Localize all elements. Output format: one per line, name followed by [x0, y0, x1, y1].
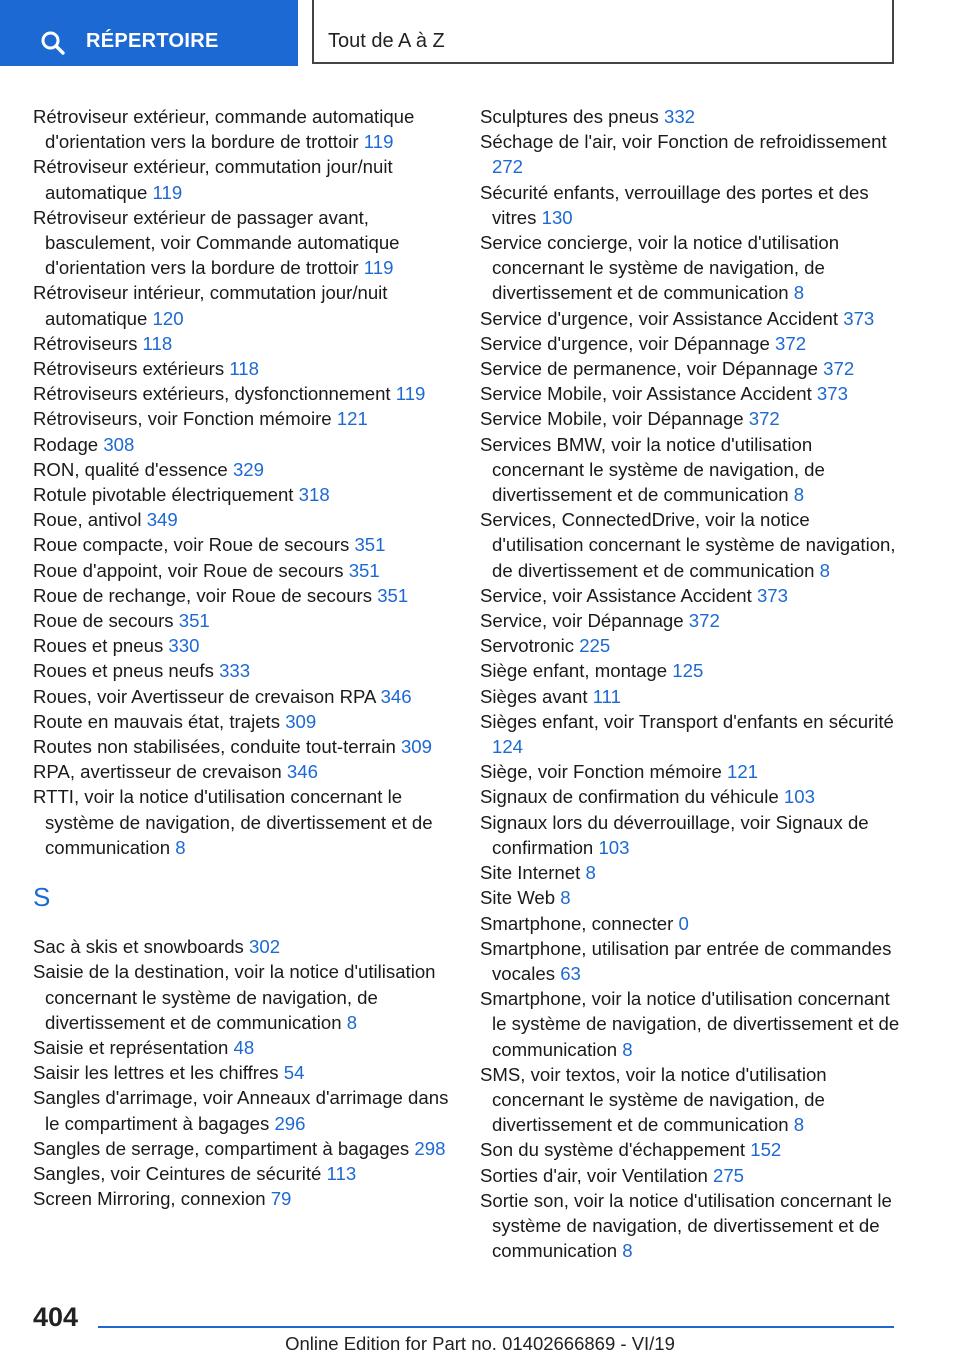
page-link[interactable]: 333 — [219, 660, 251, 682]
page-link[interactable]: 275 — [713, 1164, 745, 1186]
index-entry-text: Servotronic — [480, 635, 575, 657]
index-entry — [480, 911, 900, 936]
index-entry — [480, 658, 900, 683]
index-entry — [480, 936, 900, 986]
page-link[interactable]: 125 — [672, 660, 704, 682]
page-link[interactable]: 8 — [793, 484, 805, 506]
index-entry — [33, 1035, 453, 1060]
page-number: 404 — [33, 1302, 79, 1332]
page-link[interactable]: 119 — [363, 131, 394, 153]
index-entry-text: RTTI, voir la notice d'utilisation concernant le système de navigation, de divertissement et de communication — [33, 786, 433, 858]
page-link[interactable]: 103 — [598, 836, 630, 858]
page-link[interactable]: 351 — [377, 584, 409, 606]
index-entry-text: Signaux de confirmation du véhicule — [480, 786, 779, 808]
page-link[interactable]: 330 — [168, 635, 200, 657]
index-entry-text: Roue, antivol — [33, 509, 142, 531]
page-link[interactable]: 373 — [816, 383, 848, 405]
page-link[interactable]: 8 — [622, 1240, 633, 1262]
index-entry — [33, 507, 453, 532]
index-entry — [33, 633, 453, 658]
page-link[interactable]: 225 — [579, 635, 611, 657]
index-entry — [480, 608, 900, 633]
index-entry-text: Sangles d'arrimage, voir Anneaux d'arrimage dans le compartiment à bagages — [33, 1087, 449, 1134]
index-entry — [480, 381, 900, 406]
index-entry — [33, 934, 453, 959]
index-entry — [480, 885, 900, 910]
page-link[interactable]: 329 — [232, 458, 264, 480]
page-link[interactable]: 346 — [286, 761, 318, 783]
page-link[interactable]: 119 — [152, 181, 183, 203]
index-entry-text: Sculptures des pneus — [480, 106, 659, 127]
page-link[interactable]: 124 — [492, 736, 524, 758]
page-link[interactable]: 120 — [152, 307, 184, 329]
index-entry — [480, 104, 900, 129]
page-link[interactable]: 309 — [400, 736, 432, 758]
index-entry — [33, 104, 453, 154]
index-entry — [33, 381, 453, 406]
index-entry-text: Smartphone, utilisation par entrée de commandes vocales — [480, 937, 892, 984]
page-link[interactable]: 48 — [233, 1036, 255, 1058]
page-link[interactable]: 8 — [346, 1011, 358, 1033]
index-entry-text: Roues et pneus — [33, 635, 164, 657]
index-entry — [480, 1188, 900, 1264]
search-icon — [40, 30, 66, 56]
index-entry-text: Sièges avant — [480, 685, 588, 707]
index-entry — [33, 1085, 453, 1135]
page-link[interactable]: 373 — [843, 307, 875, 329]
index-entry — [480, 406, 900, 431]
page-link[interactable]: 118 — [142, 332, 173, 354]
index-entry — [480, 784, 900, 809]
index-entry-text: Roue d'appoint, voir Roue de secours — [33, 559, 344, 581]
page-link[interactable]: 8 — [622, 1038, 633, 1060]
page-link[interactable]: 54 — [283, 1062, 305, 1084]
index-entry-text: Site Internet — [480, 862, 581, 884]
page-link[interactable]: 351 — [354, 534, 386, 556]
page-link[interactable]: 8 — [819, 559, 830, 581]
page-link[interactable]: 346 — [380, 685, 412, 707]
index-entry-text: Screen Mirroring, connexion — [33, 1188, 266, 1210]
index-entry — [480, 1163, 900, 1188]
index-entry-text: Saisie et représentation — [33, 1036, 229, 1058]
index-entry — [480, 684, 900, 709]
index-entry — [480, 633, 900, 658]
index-entry — [33, 432, 453, 457]
index-entry-text: Sièges enfant, voir Transport d'enfants en sécurité — [480, 710, 894, 732]
index-entry-text: Service d'urgence, voir Dépannage — [480, 332, 770, 354]
index-entry-text: Signaux lors du déverrouillage, voir Signaux de confirmation — [480, 811, 869, 858]
section-letter: S — [33, 882, 51, 913]
index-entry — [33, 558, 453, 583]
tab-a-to-z-label: Tout de A à Z — [328, 30, 445, 52]
index-entry — [480, 507, 900, 583]
index-entry-text: Sangles, voir Ceintures de sécurité — [33, 1162, 322, 1184]
index-entry — [480, 432, 900, 508]
page-link[interactable]: 113 — [326, 1162, 357, 1184]
index-entry-text: Rotule pivotable électriquement — [33, 484, 294, 506]
index-entry — [33, 1136, 453, 1161]
page-link[interactable]: 372 — [775, 332, 807, 354]
index-entry — [33, 154, 453, 204]
index-entry-text: Service d'urgence, voir Assistance Accident — [480, 307, 839, 329]
index-entry-text: Rétroviseurs extérieurs, dysfonctionnement — [33, 383, 391, 405]
index-entry-text: Rétroviseur extérieur, commutation jour/nuit automatique — [33, 156, 393, 203]
index-entry-text: Service, voir Assistance Accident — [480, 584, 752, 606]
index-entry — [480, 331, 900, 356]
index-entry-text: Service de permanence, voir Dépannage — [480, 358, 818, 380]
index-entry-text: Routes non stabilisées, conduite tout-terrain — [33, 736, 396, 758]
index-entry-text: Sorties d'air, voir Ventilation — [480, 1164, 708, 1186]
index-entry — [33, 457, 453, 482]
index-entry — [33, 658, 453, 683]
index-entry-text: RON, qualité d'essence — [33, 458, 228, 480]
index-entry-text: Rétroviseurs extérieurs — [33, 358, 225, 380]
page-link[interactable]: 373 — [756, 584, 788, 606]
page-link[interactable]: 79 — [270, 1188, 292, 1210]
index-entry — [480, 356, 900, 381]
index-entry-text: Saisir les lettres et les chiffres — [33, 1062, 279, 1084]
index-entry — [33, 331, 453, 356]
index-entry — [33, 759, 453, 784]
index-entry-text: Service Mobile, voir Assistance Accident — [480, 383, 812, 405]
index-entry-text: Route en mauvais état, trajets — [33, 710, 281, 732]
index-entry-text: Roue de rechange, voir Roue de secours — [33, 584, 373, 606]
index-entry — [33, 734, 453, 759]
index-list-s-continued — [480, 104, 900, 1263]
index-column-left — [33, 104, 453, 1211]
index-entry — [33, 406, 453, 431]
page-link[interactable]: 119 — [363, 257, 394, 279]
index-entry-text: Services, ConnectedDrive, voir la notice d'utilisation concernant le système de navigation, de divertissement et de communication — [480, 509, 896, 581]
page-link[interactable]: 308 — [103, 433, 135, 455]
page-link[interactable]: 8 — [175, 836, 186, 858]
page-link[interactable]: 8 — [793, 1114, 805, 1136]
index-entry-text: Roues, voir Avertisseur de crevaison RPA — [33, 685, 376, 707]
index-entry — [480, 810, 900, 860]
index-entry — [33, 1161, 453, 1186]
page-link[interactable]: 372 — [688, 610, 720, 632]
index-entry-text: Saisie de la destination, voir la notice d'utilisation concernant le système de navigation, de divertissement et de communication — [33, 961, 436, 1033]
index-entry-text: Rodage — [33, 433, 99, 455]
index-entry-text: Sortie son, voir la notice d'utilisation concernant le système de navigation, de divertissement et de communication — [480, 1189, 892, 1262]
index-entry-text: SMS, voir textos, voir la notice d'utilisation concernant le système de navigation, de divertissement et de communication — [480, 1063, 827, 1136]
index-entry — [33, 583, 453, 608]
index-entry — [480, 180, 900, 230]
index-entry — [480, 709, 900, 759]
index-entry — [480, 230, 900, 306]
index-entry-text: Sangles de serrage, compartiment à bagages — [33, 1137, 410, 1159]
index-entry-text: Service concierge, voir la notice d'utilisation concernant le système de navigation, de divertissement et de communication — [480, 232, 840, 304]
index-entry — [480, 759, 900, 784]
page-link[interactable]: 130 — [541, 206, 573, 228]
index-entry — [480, 306, 900, 331]
index-entry-text: Rétroviseur extérieur de passager avant, basculement, voir Commande automatique d'orientation vers la bordure de trottoir — [33, 206, 400, 279]
index-entry-text: Smartphone, voir la notice d'utilisation concernant le système de navigation, de divertissement et de communication — [480, 988, 900, 1060]
page-link[interactable]: 318 — [298, 484, 330, 506]
index-list-r — [33, 104, 453, 860]
tab-a-to-z[interactable] — [312, 0, 894, 64]
page-link[interactable]: 372 — [823, 358, 855, 380]
index-entry-text: Siège, voir Fonction mémoire — [480, 761, 722, 783]
page-link[interactable]: 332 — [664, 106, 696, 127]
index-entry-text: Rétroviseur extérieur, commande automatique d'orientation vers la bordure de trottoir — [33, 106, 415, 153]
index-entry-text: Roue de secours — [33, 610, 174, 632]
index-entry-text: Site Web — [480, 887, 556, 909]
index-entry — [33, 1060, 453, 1085]
page-link[interactable]: 118 — [229, 358, 259, 380]
footer-divider — [98, 1326, 894, 1328]
index-entry-text: Roue compacte, voir Roue de secours — [33, 534, 350, 556]
footer-edition — [0, 1333, 960, 1355]
index-entry — [33, 205, 453, 281]
edition-text: Online Edition for Part no. 01402666869 - VI/19 — [285, 1333, 675, 1354]
index-entry — [480, 986, 900, 1062]
index-entry-text: Son du système d'échappement — [480, 1139, 746, 1161]
index-entry-text: Siège enfant, montage — [480, 660, 668, 682]
index-entry — [33, 959, 453, 1035]
index-entry — [480, 1137, 900, 1162]
index-entry-text: RPA, avertisseur de crevaison — [33, 761, 282, 783]
index-entry — [480, 1062, 900, 1138]
index-entry — [33, 482, 453, 507]
index-entry — [33, 532, 453, 557]
index-entry — [480, 860, 900, 885]
page-link[interactable]: 351 — [348, 559, 380, 581]
index-entry-text: Smartphone, connecter — [480, 912, 674, 934]
index-entry — [480, 129, 900, 179]
index-entry-text: Roues et pneus neufs — [33, 660, 214, 682]
page-link[interactable]: 8 — [793, 282, 805, 304]
page-link[interactable]: 372 — [748, 408, 780, 430]
index-entry — [33, 684, 453, 709]
page-link[interactable]: 152 — [750, 1139, 782, 1161]
index-entry — [33, 280, 453, 330]
header-bar — [0, 0, 960, 68]
page-link[interactable]: 0 — [678, 912, 689, 934]
index-entry — [33, 608, 453, 633]
index-list-s — [33, 934, 453, 1211]
index-entry-text: Rétroviseurs, voir Fonction mémoire — [33, 408, 332, 430]
page-link[interactable]: 272 — [492, 156, 524, 178]
tab-repertoire-label: RÉPERTOIRE — [86, 30, 219, 52]
index-entry — [33, 1186, 453, 1211]
page-link[interactable]: 309 — [285, 710, 317, 732]
page-link[interactable]: 8 — [560, 887, 571, 909]
page-link[interactable]: 121 — [336, 408, 368, 430]
index-column-right — [480, 104, 900, 1263]
index-entry-text: Sac à skis et snowboards — [33, 936, 244, 958]
index-entry-text: Rétroviseur intérieur, commutation jour/nuit automatique — [33, 282, 388, 329]
index-entry — [33, 784, 453, 860]
page-link[interactable]: 298 — [414, 1137, 446, 1159]
page-link[interactable]: 351 — [178, 610, 210, 632]
page-link[interactable]: 119 — [395, 383, 426, 405]
page-link[interactable]: 63 — [560, 962, 581, 984]
page-link[interactable]: 111 — [592, 685, 621, 707]
page-link[interactable]: 349 — [146, 509, 178, 531]
index-entry — [33, 709, 453, 734]
index-entry-text: Sécurité enfants, verrouillage des portes et des vitres — [480, 181, 869, 228]
index-entry — [480, 583, 900, 608]
page-link[interactable]: 121 — [727, 761, 759, 783]
index-entry-text: Séchage de l'air, voir Fonction de refroidissement — [480, 131, 887, 153]
page-link[interactable]: 302 — [249, 936, 281, 958]
index-entry-text: Services BMW, voir la notice d'utilisation concernant le système de navigation, de divertissement et de communication — [480, 433, 825, 506]
index-entry — [33, 356, 453, 381]
page-link[interactable]: 103 — [783, 786, 815, 808]
index-entry-text: Service, voir Dépannage — [480, 610, 684, 632]
index-entry-text: Service Mobile, voir Dépannage — [480, 408, 744, 430]
tab-repertoire[interactable] — [0, 0, 298, 66]
index-entry-text: Rétroviseurs — [33, 332, 138, 354]
page-link[interactable]: 296 — [274, 1112, 306, 1134]
page-link[interactable]: 8 — [585, 862, 596, 884]
